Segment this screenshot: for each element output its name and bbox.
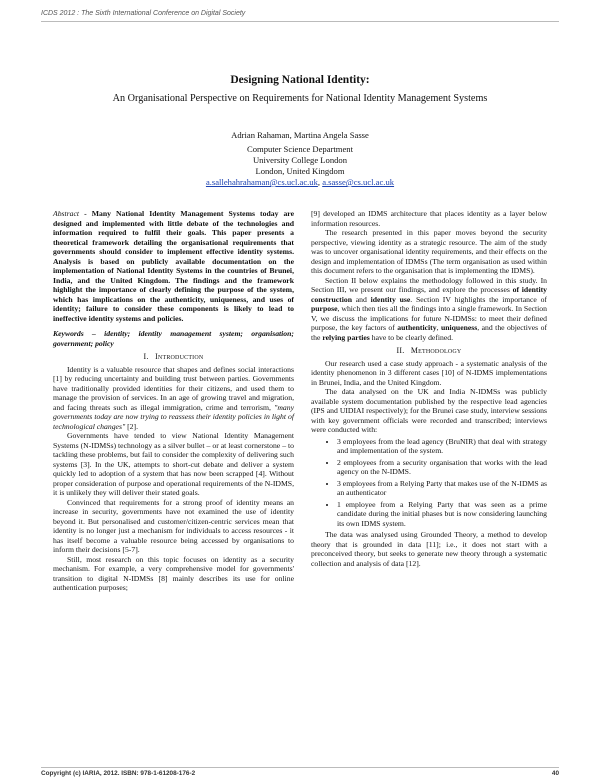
paper-subtitle: An Organisational Perspective on Requirements for National Identity Management Systems xyxy=(112,93,488,104)
method-paragraph-1: Our research used a case study approach - a systematic analysis of the identity phenomenon in 3 different cases [10] of N-IDMS implementations in Brunei, India, and the United Kingdom. xyxy=(311,358,547,387)
left-column xyxy=(53,209,294,593)
intro-paragraph-6: Section II below explains the methodology followed in this study. In Section III, we present our findings, and explore the processes of identity construction and identity use. Section IV highlights the importance of purpose, which then ties all the findings into a single framework. In Section V, we discuss the implications for future N-IDMSs: to meet their defined purpose, the key factors of authenticity, uniqueness, and the objectives of the relying parties have to be clearly defined. xyxy=(311,275,548,342)
email-separator: , xyxy=(317,177,323,187)
method-paragraph-3: The data was analysed using Grounded Theory, a method to develop theory that is grounded in data [11]; i.e., it does not start with a preconceived theory, but seeks to generate new theory through a systematic collection and analysis of data [12]. xyxy=(311,530,547,568)
email-link-1[interactable]: a.sallehahrahaman@cs.ucl.ac.uk xyxy=(205,177,318,187)
author-city: London, United Kingdom xyxy=(255,166,345,176)
keywords: Keywords – identity; identity management system; organisation; government; policy xyxy=(53,329,294,348)
author-university: University College London xyxy=(252,155,348,165)
intro-paragraph-1: Identity is a valuable resource that shapes and defines social interactions [1] by reducing uncertainty and building trust between parties. Governments have traditionally provided identities for their citizens, and used them to manage the provision of services. In an age of growing travel and migration, and facing threats such as illegal immigration, crime and terrorism, "many governments today are now trying to reassess their identity policies in light of technological changes" [2]. xyxy=(53,364,294,431)
author-department: Computer Science Department xyxy=(247,144,353,154)
header-rule xyxy=(41,21,559,22)
list-item: • 3 employees from the lead agency (BruNIR) that deal with strategy and implementation of the system. xyxy=(337,437,547,456)
abstract-text: - Many National Identity Management Systems today are designed and implemented with little debate of the technologies and information required to fulfil their goals. This paper presents a theoretical framework detailing the organisational requirements that governments should consider to implement effective identity systems. Analysis is based on publicly available documentation on the implementation of National Identity Systems in the countries of Brunei, India, and the United Kingdom. The findings and the framework highlight the importance of clearly defining the purpose of the system, which has implications on the authenticity, uniqueness, and uses of identity; failure to consider these components is likely to lead to ineffective identity systems and policies. xyxy=(53,209,294,323)
list-item: • 1 employee from a Relying Party that was seen as a prime candidate during the initial phases but is now considering launching its own IDMS system. xyxy=(337,500,547,529)
method-paragraph-2: The data analysed on the UK and India N-IDMSs was publicly available system documentation published by the respective lead agencies (IPS and UIDIAI respectively); for the Brunei case study, interview sessions with key government officials were recorded and transcribed; interviews were conducted with: xyxy=(311,387,547,434)
footer-copyright: Copyright (c) IARIA, 2012. ISBN: 978-1-61208-176-2 xyxy=(41,770,196,777)
section-heading-methodology: II. Methodology xyxy=(396,346,462,355)
intro-paragraph-4: Still, most research on this topic focuses on identity as a security mechanism. For example, a very comprehensive model for governments' transition to digital N-IDMSs [8] mainly describes its use for online authentication purposes; xyxy=(53,554,294,592)
abstract xyxy=(53,209,294,323)
list-item: • 3 employees from a Relying Party that makes use of the N-IDMS as an authenticator xyxy=(337,479,547,498)
abstract-label: Abstract xyxy=(53,209,80,218)
email-link-2[interactable]: a.sasse@cs.ucl.ac.uk xyxy=(322,177,395,187)
footer-rule xyxy=(41,767,559,768)
section-heading-introduction: I. Introduction xyxy=(143,352,204,361)
list-item: • 2 employees from a security organisation that works with the lead agency on the N-IDMS. xyxy=(337,458,547,477)
author-block xyxy=(0,130,600,188)
intro-continuation: [9] developed an IDMS architecture that places identity as a layer below information resources. xyxy=(311,209,547,228)
author-names: Adrian Rahaman, Martina Angela Sasse xyxy=(231,130,369,140)
paper-title: Designing National Identity: xyxy=(230,74,370,86)
intro-quote: "many governments today are now trying to reassess their identity policies in light of technological changes" xyxy=(53,402,294,431)
right-column xyxy=(311,209,547,568)
intro-paragraph-3: Convinced that requirements for a strong proof of identity means an increase in security, governments have not examined the use of identity beyond it. But personalised and customer/citizen-centric services mean that identity is no longer just a mechanism for individuals to access resources - it has itself become a valuable resource being accessed by organisations to inform their decisions [5-7]. xyxy=(53,497,294,554)
page-number: 40 xyxy=(551,770,559,777)
interviewee-list xyxy=(311,437,547,529)
intro-paragraph-2: Governments have tended to view National Identity Management Systems (N-IDMSs) technology as a silver bullet – or at least cornerstone – to tackling these problems, but fail to consider the complexity of delivering such systems [3]. In the UK, attempts to short-cut debate and deliver a system quickly led to adoption of a system that has now been scrapped [4]. Without proper consideration of purpose and operational requirements of the N-IDMS, it is unlikely they will deliver their stated goals. xyxy=(53,431,294,497)
intro-paragraph-5: The research presented in this paper moves beyond the security perspective, viewing identity as a strategic resource. The aim of the study was to uncover organisational identity requirements, and their effects on the design and implementation of IDMSs (The term organisation as used within this document refers to the organisation that is implementing the IDMS). xyxy=(311,228,547,275)
author-emails xyxy=(0,177,600,188)
running-header: ICDS 2012 : The Sixth International Conference on Digital Society xyxy=(41,10,246,17)
